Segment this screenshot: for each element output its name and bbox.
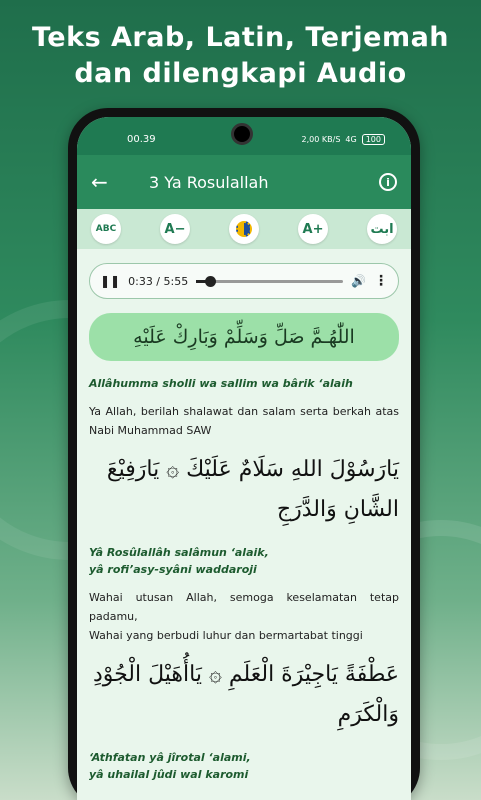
- reading-toolbar: [77, 209, 411, 249]
- seek-handle[interactable]: [205, 276, 216, 287]
- audio-player: [89, 263, 399, 299]
- playback-time: 0:33 / 5:55: [128, 274, 189, 288]
- verse-arabic: عَطْفَةً يَاجِيْرَةَ الْعَلَمِ ۞ يَاأُهَيْلَ الْجُوْدِ وَالْكَرَمِ: [92, 662, 399, 727]
- phone-screen: [77, 117, 411, 800]
- increase-font-button[interactable]: A+: [298, 214, 328, 244]
- verse-latin: [89, 544, 399, 578]
- verse-arabic-highlighted: اللّٰهُـمَّ صَلِّ وَسَلِّمْ وَبَارِكْ عَلَيْهِ: [89, 313, 399, 361]
- phone-frame: [68, 108, 420, 800]
- verse-latin: [89, 749, 399, 783]
- headline-line-1: Teks Arab, Latin, Terjemah: [31, 22, 450, 53]
- verse-translation-line: Wahai utusan Allah, semoga keselamatan tetap padamu,: [89, 591, 399, 623]
- info-icon[interactable]: i: [379, 173, 397, 191]
- signal-icon: 4G: [345, 134, 357, 144]
- headline-line-2: dan dilengkapi Audio: [74, 58, 407, 89]
- toggle-arabic-button[interactable]: ابت: [367, 214, 397, 244]
- app-bar: [77, 155, 411, 209]
- content-area: [77, 249, 411, 783]
- volume-icon[interactable]: 🔊: [351, 274, 366, 288]
- verse-translation: [89, 588, 399, 645]
- network-speed: 2,00 KB/S: [301, 134, 341, 144]
- page-title: 3 Ya Rosulallah: [149, 172, 269, 192]
- verse-translation: Ya Allah, berilah shalawat dan salam serta berkah atas Nabi Muhammad SAW: [89, 405, 399, 437]
- more-options-icon[interactable]: ⋮: [374, 273, 388, 289]
- verse-latin-line: Yâ Rosûlallâh salâmun ‘alaik,: [89, 546, 269, 559]
- verse-latin-line: ‘Athfatan yâ jîrotal ‘alami,: [89, 751, 251, 764]
- toggle-latin-button[interactable]: ABC: [91, 214, 121, 244]
- decrease-font-button[interactable]: A−: [160, 214, 190, 244]
- battery-icon: 100: [362, 134, 385, 145]
- status-indicators: [302, 134, 385, 145]
- front-camera: [231, 123, 253, 145]
- theme-toggle-button[interactable]: [229, 214, 259, 244]
- verse-latin-line: yâ uhailal jûdi wal karomi: [89, 768, 249, 781]
- promo-headline: [0, 20, 481, 92]
- verse-translation-line: Wahai yang berbudi luhur dan bermartabat tinggi: [89, 629, 363, 642]
- status-time: 00.39: [127, 133, 156, 145]
- verse-latin: Allâhumma sholli wa sallim wa bârik ‘alaih: [89, 377, 353, 390]
- verse-latin-line: yâ rofi’asy-syâni waddaroji: [89, 563, 257, 576]
- day-night-icon: [236, 221, 252, 237]
- back-arrow-icon[interactable]: ←: [91, 170, 108, 194]
- pause-icon[interactable]: ❚❚: [100, 274, 121, 288]
- verse-arabic: يَارَسُوْلَ اللهِ سَلَامٌ عَلَيْكَ ۞ يَارَفِيْعَ الشَّانِ وَالدَّرَجِ: [106, 457, 399, 522]
- seek-bar[interactable]: [196, 280, 343, 283]
